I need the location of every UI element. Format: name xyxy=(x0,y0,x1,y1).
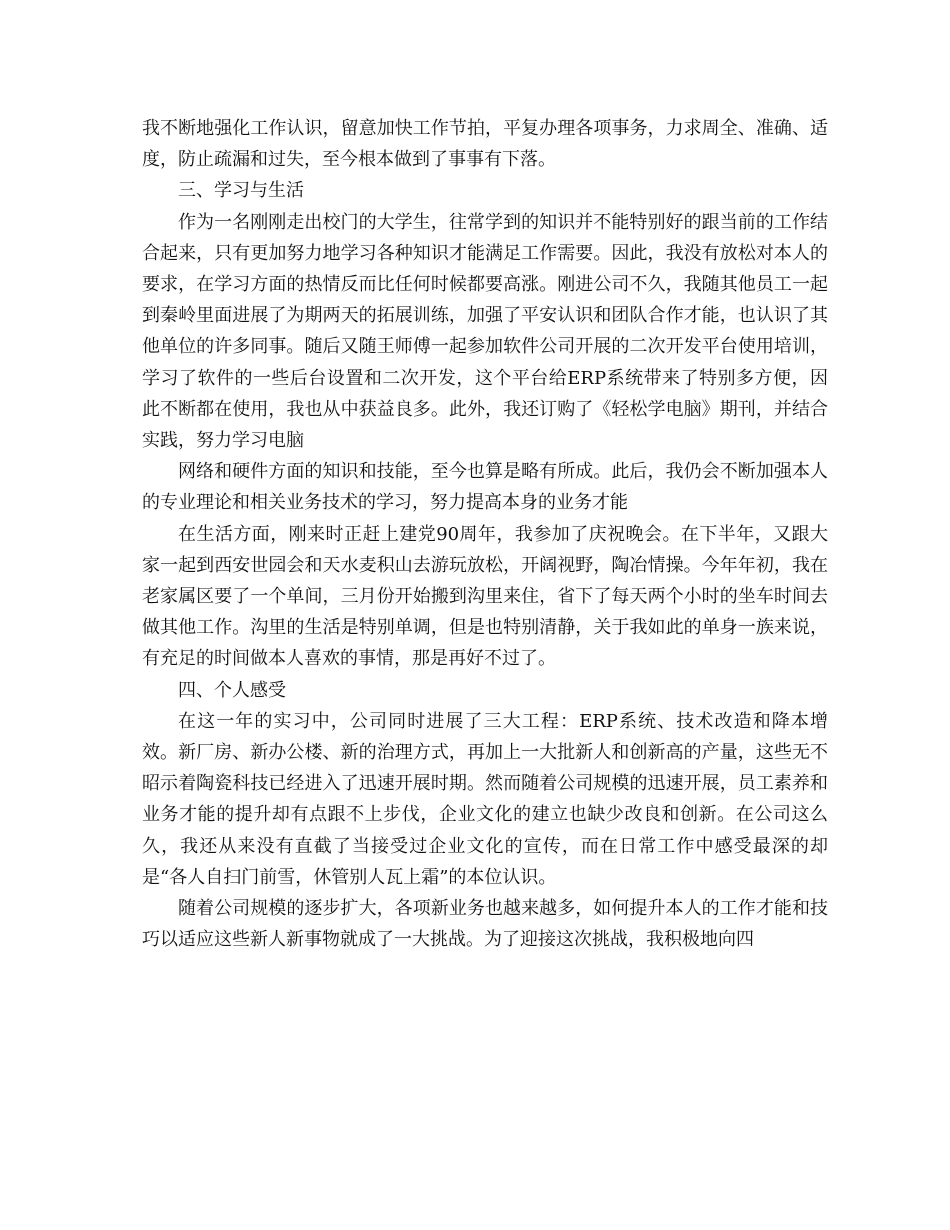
paragraph-internship-projects: 在这一年的实习中，公司同时进展了三大工程：ERP系统、技术改造和降本增效。新厂房、新办公楼、新的治理方式，再加上一大批新人和创新高的产量，这些无不昭示着陶瓷科技已经进入了迅速开展时期。然而随着公司规模的迅速开展，员工素养和业务才能的提升却有点跟不上步伐，企业文化的建立也缺少改良和创新。在公司这么久，我还从来没有直截了当接受过企业文化的宣传，而在日常工作中感受最深的却是“各人自扫门前雪，休管别人瓦上霜”的本位认识。 xyxy=(142,710,828,888)
paragraph-work-awareness: 我不断地强化工作认识，留意加快工作节拍，平复办理各项事务，力求周全、准确、适度，防止疏漏和过失，至今根本做到了事事有下落。 xyxy=(142,118,828,171)
paragraph-study: 作为一名刚刚走出校门的大学生，往常学到的知识并不能特别好的跟当前的工作结合起来，只有更加努力地学习各种知识才能满足工作需要。因此，我没有放松对本人的要求，在学习方面的热情反而比任何时候都要高涨。刚进公司不久，我随其他员工一起到秦岭里面进展了为期两天的拓展训练，加强了平安认识和团队合作才能，也认识了其他单位的许多同事。随后又随王师傅一起参加软件公司开展的二次开发平台使用培训，学习了软件的一些后台设置和二次开发，这个平台给ERP系统带来了特别多方便，因此不断都在使用，我也从中获益良多。此外，我还订购了《轻松学电脑》期刊，并结合实践，努力学习电脑 xyxy=(142,211,828,452)
section-heading-study-life: 三、学习与生活 xyxy=(178,180,304,202)
document-body xyxy=(142,113,828,955)
section-heading-personal-feelings: 四、个人感受 xyxy=(178,679,286,701)
paragraph-challenge: 随着公司规模的逐步扩大，各项新业务也越来越多，如何提升本人的工作才能和技巧以适应这些新人新事物就成了一大挑战。为了迎接这次挑战，我积极地向四 xyxy=(142,898,828,951)
paragraph-life: 在生活方面，刚来时正赶上建党90周年，我参加了庆祝晚会。在下半年，又跟大家一起到西安世园会和天水麦积山去游玩放松，开阔视野，陶冶情操。今年年初，我在老家属区要了一个单间，三月份开始搬到沟里来住，省下了每天两个小时的坐车时间去做其他工作。沟里的生活是特别单调，但是也特别清静，关于我如此的单身一族来说，有充足的时间做本人喜欢的事情，那是再好不过了。 xyxy=(142,523,828,670)
paragraph-network-skills: 网络和硬件方面的知识和技能，至今也算是略有所成。此后，我仍会不断加强本人的专业理论和相关业务技术的学习，努力提高本身的业务才能 xyxy=(142,461,828,514)
